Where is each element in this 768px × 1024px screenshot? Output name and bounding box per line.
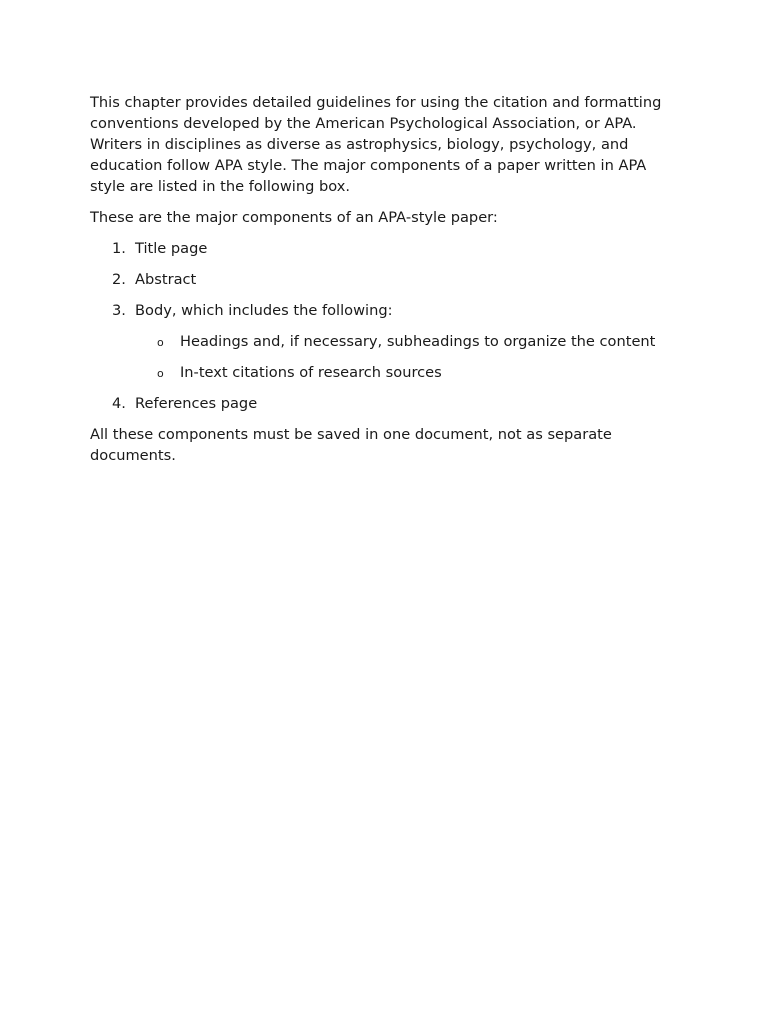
intro-paragraph: This chapter provides detailed guidelines for using the citation and formatting conventions developed by the American Psychological Association, or APA. Writers in disciplines as diverse as astrophysics, biology, psychology, and education follow APA style. The major components of a paper written in APA style are listed in the following box. <box>90 94 662 195</box>
list-item-number: 2. <box>112 271 126 288</box>
list-item-text: Abstract <box>135 271 197 288</box>
components-list <box>90 238 680 414</box>
list-item-text: Body, which includes the following: <box>135 302 393 319</box>
list-item-text: References page <box>135 395 258 412</box>
sublist-item <box>135 362 680 383</box>
hollow-bullet-icon: o <box>157 336 164 349</box>
list-item <box>90 300 680 383</box>
list-item-number: 4. <box>112 395 126 412</box>
body-sublist <box>135 331 680 383</box>
list-item <box>90 238 680 259</box>
sublist-item-text: Headings and, if necessary, subheadings to organize the content <box>180 333 656 350</box>
document-page <box>90 92 680 476</box>
closing-paragraph: All these components must be saved in one document, not as separate documents. <box>90 426 612 464</box>
list-item <box>90 393 680 414</box>
sublist-item-text: In-text citations of research sources <box>180 364 442 381</box>
lead-in-paragraph: These are the major components of an APA-style paper: <box>90 209 498 226</box>
list-item-text: Title page <box>135 240 208 257</box>
sublist-item <box>135 331 680 352</box>
hollow-bullet-icon: o <box>157 367 164 380</box>
list-item-number: 1. <box>112 240 126 257</box>
list-item-number: 3. <box>112 302 126 319</box>
list-item <box>90 269 680 290</box>
